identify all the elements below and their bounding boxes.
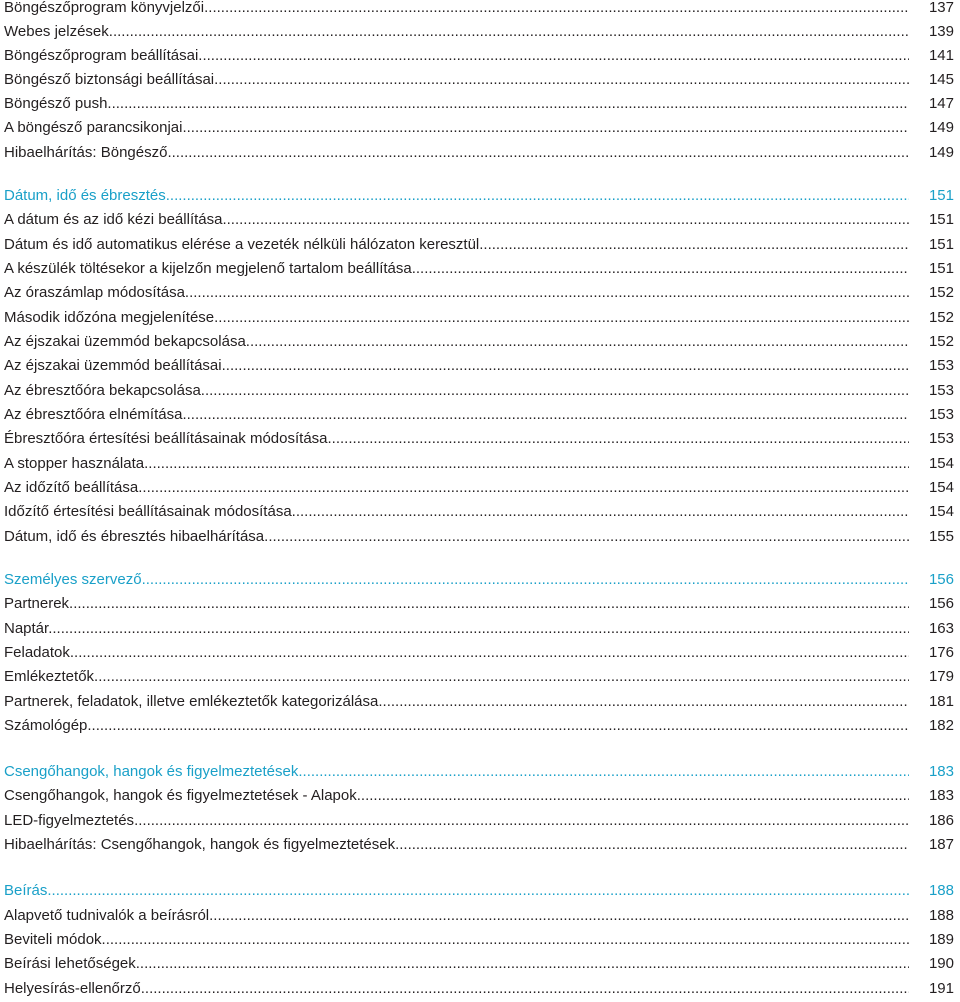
toc-entry-title: Az ébresztőóra bekapcsolása ..... — [4, 380, 909, 402]
toc-entry[interactable] — [4, 953, 954, 975]
toc-entry[interactable] — [4, 355, 954, 377]
toc-entry-page: 191 — [910, 978, 954, 1000]
toc-entry-title: Az éjszakai üzemmód bekapcsolása ..... — [4, 331, 909, 353]
toc-entry-page: 151 — [910, 258, 954, 280]
toc-entry-title: Böngészőprogram beállításai ..... — [4, 45, 909, 67]
toc-entry-title: Feladatok ..... — [4, 642, 909, 664]
toc-entry-page: 152 — [910, 282, 954, 304]
toc-entry-title: Hibaelhárítás: Csengőhangok, hangok és figyelmeztetések ..... — [4, 834, 909, 856]
toc-entry-title: Beviteli módok ..... — [4, 929, 909, 951]
toc-entry-title: Csengőhangok, hangok és figyelmeztetések - Alapok ..... — [4, 785, 909, 807]
toc-section-heading-title: Személyes szervező ..... — [4, 569, 909, 591]
toc-entry-title: Partnerek ..... — [4, 593, 909, 615]
toc-entry-title: Böngésző push ..... — [4, 93, 909, 115]
toc-entry-title: Dátum és idő automatikus elérése a vezeték nélküli hálózaton keresztül ..... — [4, 234, 909, 256]
toc-entry-page: 153 — [910, 428, 954, 450]
toc-entry[interactable] — [4, 785, 954, 807]
toc-entry-page: 155 — [910, 526, 954, 548]
toc-entry-title: Böngésző biztonsági beállításai ..... — [4, 69, 909, 91]
toc-entry-title: Időzítő értesítési beállításainak módosítása ..... — [4, 501, 909, 523]
toc-entry-page: 141 — [910, 45, 954, 67]
toc-entry[interactable] — [4, 404, 954, 426]
toc-entry[interactable] — [4, 209, 954, 231]
toc-entry-title: Webes jelzések ..... — [4, 21, 909, 43]
toc-entry-page: 186 — [910, 810, 954, 832]
toc-entry-page: 149 — [910, 117, 954, 139]
toc-entry[interactable] — [4, 929, 954, 951]
toc-entry-title: Beírási lehetőségek ..... — [4, 953, 909, 975]
toc-entry[interactable] — [4, 142, 954, 164]
toc-entry-page: 151 — [910, 209, 954, 231]
toc-section-heading-title: Csengőhangok, hangok és figyelmeztetések ..... — [4, 761, 909, 783]
toc-entry-title: Helyesírás-ellenőrző ..... — [4, 978, 909, 1000]
toc-entry-page: 153 — [910, 404, 954, 426]
toc-entry-page: 147 — [910, 93, 954, 115]
toc-entry-page: 187 — [910, 834, 954, 856]
toc-entry[interactable] — [4, 428, 954, 450]
toc-entry[interactable] — [4, 307, 954, 329]
toc-entry-page: 137 — [910, 0, 954, 19]
toc-entry-title: Partnerek, feladatok, illetve emlékeztetők kategorizálása ..... — [4, 691, 909, 713]
toc-entry-page: 153 — [910, 355, 954, 377]
toc-entry[interactable] — [4, 715, 954, 737]
toc-entry[interactable] — [4, 810, 954, 832]
toc-entry-page: 181 — [910, 691, 954, 713]
toc-entry-page: 179 — [910, 666, 954, 688]
toc-entry[interactable] — [4, 234, 954, 256]
toc-entry-title: Az időzítő beállítása ..... — [4, 477, 909, 499]
toc-section-heading[interactable] — [4, 569, 954, 591]
toc-entry-page: 153 — [910, 380, 954, 402]
toc-entry-title: Számológép ..... — [4, 715, 909, 737]
toc-entry[interactable] — [4, 21, 954, 43]
toc-section-heading[interactable] — [4, 880, 954, 902]
toc-entry-title: Dátum, idő és ébresztés hibaelhárítása ..... — [4, 526, 909, 548]
toc-entry-page: 154 — [910, 477, 954, 499]
toc-entry[interactable] — [4, 593, 954, 615]
toc-entry-page: 189 — [910, 929, 954, 951]
toc-section-heading[interactable] — [4, 761, 954, 783]
toc-entry-page: 188 — [910, 905, 954, 927]
toc-entry-title: Hibaelhárítás: Böngésző ..... — [4, 142, 909, 164]
toc-section-heading[interactable] — [4, 185, 954, 207]
toc-entry-title: Alapvető tudnivalók a beírásról ..... — [4, 905, 909, 927]
toc-entry-page: 176 — [910, 642, 954, 664]
toc-entry[interactable] — [4, 691, 954, 713]
toc-section-heading-title: Dátum, idő és ébresztés ..... — [4, 185, 909, 207]
toc-entry-page: 149 — [910, 142, 954, 164]
toc-section-heading-page: 151 — [910, 185, 954, 207]
toc-entry-page: 183 — [910, 785, 954, 807]
toc-entry-title: Második időzóna megjelenítése ..... — [4, 307, 909, 329]
toc-entry[interactable] — [4, 380, 954, 402]
toc-entry-page: 156 — [910, 593, 954, 615]
toc-entry[interactable] — [4, 526, 954, 548]
toc-entry-title: Az óraszámlap módosítása ..... — [4, 282, 909, 304]
toc-entry[interactable] — [4, 905, 954, 927]
toc-entry-title: LED-figyelmeztetés ..... — [4, 810, 909, 832]
toc-entry-page: 154 — [910, 501, 954, 523]
toc-entry-page: 152 — [910, 331, 954, 353]
toc-entry[interactable] — [4, 117, 954, 139]
toc-entry[interactable] — [4, 45, 954, 67]
toc-section-heading-page: 188 — [910, 880, 954, 902]
toc-entry-page: 154 — [910, 453, 954, 475]
toc-entry-title: A készülék töltésekor a kijelzőn megjelenő tartalom beállítása ..... — [4, 258, 909, 280]
toc-entry-title: Emlékeztetők ..... — [4, 666, 909, 688]
toc-entry-title: A stopper használata ..... — [4, 453, 909, 475]
toc-entry-title: Naptár ..... — [4, 618, 909, 640]
toc-entry[interactable] — [4, 618, 954, 640]
toc-entry-page: 182 — [910, 715, 954, 737]
toc-entry-page: 163 — [910, 618, 954, 640]
toc-entry-page: 145 — [910, 69, 954, 91]
toc-entry[interactable] — [4, 331, 954, 353]
toc-entry[interactable] — [4, 642, 954, 664]
toc-entry[interactable] — [4, 501, 954, 523]
toc-entry-title: Ébresztőóra értesítési beállításainak módosítása ..... — [4, 428, 909, 450]
toc-section-heading-page: 156 — [910, 569, 954, 591]
toc-entry-title: Böngészőprogram könyvjelzői ..... — [4, 0, 909, 19]
toc-entry-page: 190 — [910, 953, 954, 975]
toc-entry[interactable] — [4, 0, 954, 19]
toc-entry[interactable] — [4, 834, 954, 856]
toc-entry-page: 151 — [910, 234, 954, 256]
toc-entry-page: 139 — [910, 21, 954, 43]
toc-entry-page: 152 — [910, 307, 954, 329]
toc-entry[interactable] — [4, 93, 954, 115]
toc-entry-title: A böngésző parancsikonjai ..... — [4, 117, 909, 139]
toc-section-heading-page: 183 — [910, 761, 954, 783]
toc-entry[interactable] — [4, 282, 954, 304]
toc-entry-title: Az éjszakai üzemmód beállításai ..... — [4, 355, 909, 377]
toc-section-heading-title: Beírás ..... — [4, 880, 909, 902]
toc-entry[interactable] — [4, 258, 954, 280]
toc-entry-title: A dátum és az idő kézi beállítása ..... — [4, 209, 909, 231]
toc-entry[interactable] — [4, 477, 954, 499]
toc-entry[interactable] — [4, 666, 954, 688]
toc-entry[interactable] — [4, 978, 954, 1000]
toc-entry[interactable] — [4, 69, 954, 91]
toc-entry[interactable] — [4, 453, 954, 475]
toc-entry-title: Az ébresztőóra elnémítása ..... — [4, 404, 909, 426]
